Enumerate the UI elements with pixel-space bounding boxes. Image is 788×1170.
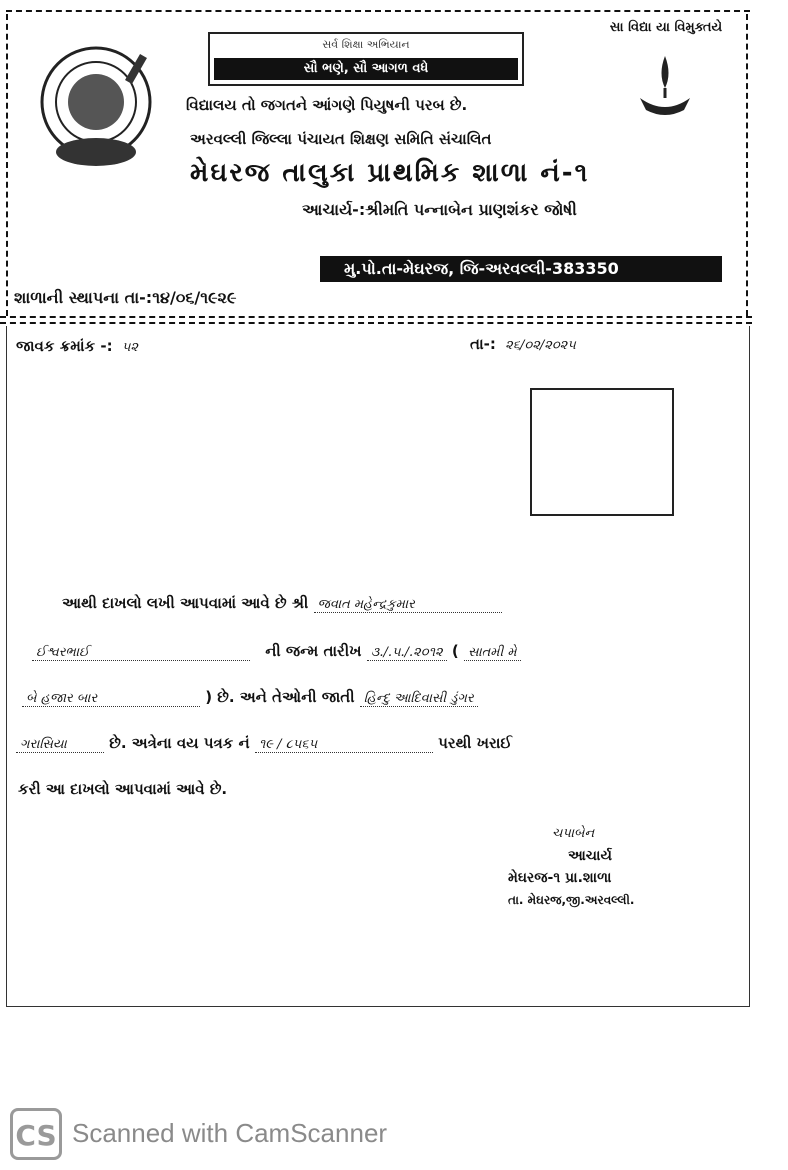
- line4-end: પરથી ખરાઈ: [438, 734, 513, 752]
- managing-body: અરવલ્લી જિલ્લા પંચાયત શિક્ષણ સમિતિ સંચાલિત: [190, 130, 492, 148]
- outward-label: જાવક ક્રમાંક -:: [16, 337, 113, 355]
- outward-number: [16, 337, 142, 355]
- lamp-motto: સા વિદ્યા યા વિમુક્તયે: [609, 20, 723, 35]
- register-number: ૧૯ / ૮૫૬૫: [255, 737, 433, 753]
- father-name: ઈશ્વરભાઈ: [32, 645, 250, 661]
- founding-date: શાળાની સ્થાપના તા-:૧૪/૦૬/૧૯૨૯: [14, 288, 237, 307]
- school-address: મુ.પો.તા-મેઘરજ, જિ-અરવલ્લી-383350: [320, 256, 722, 282]
- camscanner-watermark: Scanned with CamScanner: [72, 1118, 388, 1148]
- birth-year-words: બે હજાર બાર: [22, 691, 200, 707]
- line1-text: આથી દાખલો લખી આપવામાં આવે છે શ્રી: [62, 594, 309, 612]
- header-divider: [0, 316, 752, 318]
- signatory-place: તા. મેઘરજ,જી.અરવલ્લી.: [508, 893, 635, 907]
- signatory-title: આચાર્ય: [568, 848, 612, 864]
- banner-bottom-text: સૌ ભણે, સૌ આગળ વધે: [214, 58, 518, 80]
- banner-top-text: સર્વ શિક્ષા અભિયાન: [210, 34, 522, 56]
- text-line-5: કરી આ દાખલો આપવામાં આવે છે.: [18, 780, 228, 798]
- line4-text: છે. અત્રેના વય પત્રક નં: [109, 734, 250, 752]
- birth-date-words: સાતમી મે: [464, 645, 521, 661]
- camscanner-logo: CS: [10, 1108, 62, 1160]
- outward-value: ૫૨: [121, 340, 139, 355]
- header-divider-2: [0, 322, 752, 324]
- signature: ચપાબેન: [552, 826, 595, 841]
- issue-date: [470, 335, 580, 353]
- school-name: મેઘરજ તાલુકા પ્રાથમિક શાળા નં-૧: [190, 158, 590, 188]
- school-seal: [36, 40, 156, 170]
- photo-box: [530, 388, 674, 516]
- date-value: ૨૬/૦૨/૨૦૨૫: [505, 338, 576, 353]
- text-line-3: [22, 688, 478, 707]
- caste: હિન્દુ આદિવાસી ડુંગર: [360, 691, 478, 707]
- principal-name: આચાર્ય-:શ્રીમતિ પન્નાબેન પ્રાણશંકર જોષી: [302, 200, 577, 219]
- line3-text: ) છે. અને તેઓની જાતી: [205, 688, 355, 706]
- line2-paren: (: [451, 642, 459, 660]
- top-border: [6, 10, 750, 12]
- tagline: વિદ્યાલય તો જગતને આંગણે પિયુષની પરબ છે.: [186, 96, 468, 114]
- caste-cont: ગરાસિયા: [16, 737, 104, 753]
- text-line-2: [32, 642, 521, 661]
- birth-date: ૩./.૫./.૨૦૧૨: [367, 645, 447, 661]
- lamp-emblem: [600, 16, 730, 126]
- slogan-banner: [208, 32, 524, 86]
- line2-text: ની જન્મ તારીખ: [265, 642, 362, 660]
- signature-block: [508, 822, 635, 911]
- text-line-1: [62, 594, 502, 613]
- student-name: જવાત મહેન્દ્રકુમાર: [314, 597, 502, 613]
- date-label: તા-:: [470, 335, 496, 353]
- signatory-school: મેઘરજ-૧ પ્રા.શાળા: [508, 870, 612, 886]
- text-line-4: [16, 734, 512, 753]
